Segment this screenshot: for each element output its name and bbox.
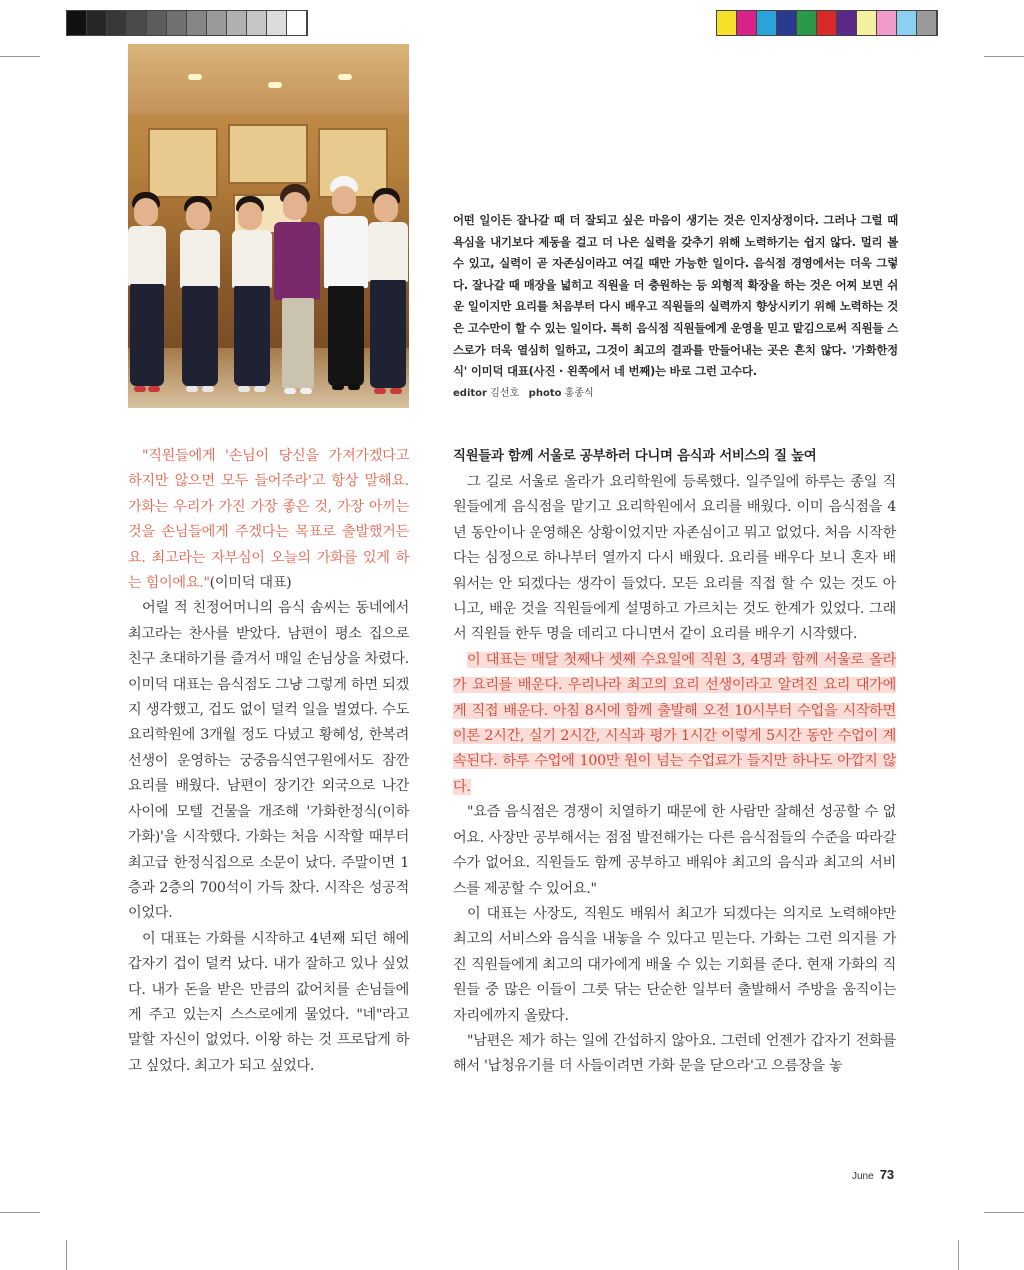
gray-calibration-bar bbox=[66, 10, 308, 36]
photo-caption: 어떤 일이든 잘나갈 때 더 잘되고 싶은 마음이 생기는 것은 인지상정이다. 그러나 그럴 때 욕심을 내기보다 제동을 걸고 더 나은 실력을 갖추기 위해 노력하기는 쉽지 않다. 멀리 볼 수 있고, 실력이 곧 자존심이라고 여길 때만 가능한 일이다. 음식점 경영에서는 더욱 그렇다. 잘나갈 때 매장을 넓히고 직원을 더 충원하는 등 외형적 확장을 하는 것은 어찌 보면 쉬운 일이지만 요리를 처음부터 다시 배우고 직원들의 실력까지 향상시키기 위해 노력하는 것은 고수만이 할 수 있는 일이다. 특히 음식점 직원들에게 운영을 믿고 맡김으로써 직원들 스스로가 더욱 열심히 일하고, 그것이 최고의 결과를 만들어내는 곳은 흔치 않다. '가화한정식' 이미덕 대표(사진 · 왼쪽에서 네 번째)는 바로 그런 고수다. bbox=[453, 213, 898, 379]
color-swatch bbox=[857, 11, 877, 35]
ceiling-lamp bbox=[338, 74, 352, 80]
photo-label: photo bbox=[528, 388, 562, 399]
quote-text: "직원들에게 '손님이 당신을 가져가겠다고 하지만 않으면 모두 들어주라'고 항상 말해요. 가화는 우리가 가진 가장 좋은 것, 가장 아끼는 것을 손님들에게 주겠다는 목표로 출발했거든요. 최고라는 자부심이 오늘의 가화를 있게 하는 힘이에요." bbox=[128, 448, 409, 592]
color-swatch bbox=[797, 11, 817, 35]
photographer-name: 홍종식 bbox=[564, 388, 594, 399]
gray-swatch bbox=[67, 11, 87, 35]
folio-month: June bbox=[852, 1171, 874, 1182]
pull-quote bbox=[128, 444, 409, 596]
color-swatch bbox=[757, 11, 777, 35]
gray-swatch bbox=[187, 11, 207, 35]
color-swatch bbox=[917, 11, 937, 35]
editor-label: editor bbox=[453, 388, 487, 399]
color-calibration-bar bbox=[716, 10, 938, 36]
section-subhead: 직원들과 함께 서울로 공부하러 다니며 음식과 서비스의 질 높여 bbox=[453, 449, 817, 464]
gray-swatch bbox=[127, 11, 147, 35]
crop-mark bbox=[984, 1212, 1024, 1213]
gray-swatch bbox=[87, 11, 107, 35]
credit-line bbox=[453, 384, 594, 399]
crop-mark bbox=[984, 56, 1024, 57]
highlight-text: 이 대표는 매달 첫째나 셋째 수요일에 직원 3, 4명과 함께 서울로 올라가 요리를 배운다. 우리나라 최고의 요리 선생이라고 알려진 요리 대가에게 직접 배운다. 아침 8시에 함께 출발해 오전 10시부터 수업을 시작하면 이론 2시간, 실기 2시간, 시식과 평가 1시간 이렇게 5시간 동안 수업이 계속된다. 하루 수업에 100만 원이 넘는 수업료가 들지만 하나도 아깝지 않다. bbox=[453, 651, 896, 795]
highlighted-paragraph bbox=[453, 648, 896, 800]
gray-swatch bbox=[267, 11, 287, 35]
editor-name: 김선호 bbox=[490, 388, 520, 399]
body-paragraph: 이 대표는 사장도, 직원도 배워서 최고가 되겠다는 의지로 노력해야만 최고의 서비스와 음식을 내놓을 수 있다고 믿는다. 가화는 그런 의지를 가진 직원들에게 최고의 대가에게 배울 수 있는 기회를 준다. 현재 가화의 직원들 중 많은 이들이 그릇 닦는 단순한 일부터 출발해서 주방을 움직이는 자리에까지 올랐다. bbox=[453, 905, 896, 1024]
gray-swatch bbox=[227, 11, 247, 35]
body-paragraph: "남편은 제가 하는 일에 간섭하지 않아요. 그런데 언젠가 갑자기 전화를 해서 '납청유기를 더 사들이려면 가화 문을 닫으라'고 으름장을 놓 bbox=[453, 1032, 896, 1075]
body-paragraph: 그 길로 서울로 올라가 요리학원에 등록했다. 일주일에 하루는 종일 직원들에게 음식점을 맡기고 요리학원에서 요리를 배웠다. 이미 음식점을 4년 동안이나 운영해온 상황이었지만 자존심이고 뭐고 없었다. 처음 시작한다는 심정으로 하나부터 열까지 다시 배웠다. 요리를 배우다 보니 혼자 배워서는 안 되겠다는 생각이 들었다. 모든 요리를 직접 할 수 있는 것도 아니고, 배운 것을 직원들에게 설명하고 가르치는 것도 한계가 있었다. 그래서 직원들 한두 명을 데리고 다니면서 같이 요리를 배우기 시작했다. bbox=[453, 474, 896, 643]
body-paragraph: 이 대표는 가화를 시작하고 4년째 되던 해에 갑자기 겁이 덜컥 났다. 내가 잘하고 있나 싶었다. 내가 돈을 받은 만큼의 값어치를 손님들에게 주고 있는지 스스로에게 물었다. "네"라고 말할 자신이 없었다. 이왕 하는 것 프로답게 하고 싶었다. 최고가 되고 싶었다. bbox=[128, 930, 409, 1074]
wall-panel bbox=[148, 128, 218, 198]
wall-panel bbox=[228, 124, 308, 184]
color-swatch bbox=[817, 11, 837, 35]
body-paragraph: "요즘 음식점은 경쟁이 치열하기 때문에 한 사람만 잘해선 성공할 수 없어요. 사장만 공부해서는 점점 발전해가는 다른 음식점들의 수준을 따라갈 수가 없어요. 직원들도 함께 공부하고 배워야 최고의 음식과 최고의 서비스를 제공할 수 있어요." bbox=[453, 804, 896, 897]
gray-swatch bbox=[247, 11, 267, 35]
gray-swatch bbox=[107, 11, 127, 35]
ceiling-lamp bbox=[268, 82, 282, 88]
gray-swatch bbox=[207, 11, 227, 35]
crop-mark bbox=[66, 1240, 67, 1270]
color-swatch bbox=[717, 11, 737, 35]
crop-mark bbox=[0, 1212, 40, 1213]
staff-group-photo bbox=[128, 44, 409, 408]
ceiling-lamp bbox=[188, 74, 202, 80]
body-paragraph: 어릴 적 친정어머니의 음식 솜씨는 동네에서 최고라는 찬사를 받았다. 남편이 평소 집으로 친구 초대하기를 즐겨서 매일 손님상을 차렸다. 이미덕 대표는 음식점도 그냥 그렇게 하면 되겠지 생각했고, 겁도 없이 덜컥 일을 벌였다. 수도요리학원에 3개월 정도 다녔고 황혜성, 한복려 선생이 운영하는 궁중음식연구원에서도 잠깐 요리를 배웠다. 남편이 장기간 외국으로 나간 사이에 모텔 건물을 개조해 '가화한정식(이하 가화)'을 시작했다. 가화는 처음 시작할 때부터 최고급 한정식집으로 소문이 났다. 주말이면 1층과 2층의 700석이 가득 찼다. 시작은 성공적이었다. bbox=[128, 600, 409, 922]
gray-swatch bbox=[287, 11, 307, 35]
color-swatch bbox=[777, 11, 797, 35]
crop-mark bbox=[0, 56, 40, 57]
color-swatch bbox=[877, 11, 897, 35]
color-swatch bbox=[897, 11, 917, 35]
page-number: 73 bbox=[879, 1167, 895, 1182]
gray-swatch bbox=[147, 11, 167, 35]
gray-swatch bbox=[167, 11, 187, 35]
color-swatch bbox=[837, 11, 857, 35]
article-right-column bbox=[453, 444, 896, 1080]
quote-attribution: (이미덕 대표) bbox=[209, 575, 292, 592]
article-left-column bbox=[128, 444, 409, 1079]
color-swatch bbox=[737, 11, 757, 35]
crop-mark bbox=[958, 1240, 959, 1270]
page-folio bbox=[852, 1166, 894, 1184]
photo-ceiling bbox=[128, 44, 409, 114]
